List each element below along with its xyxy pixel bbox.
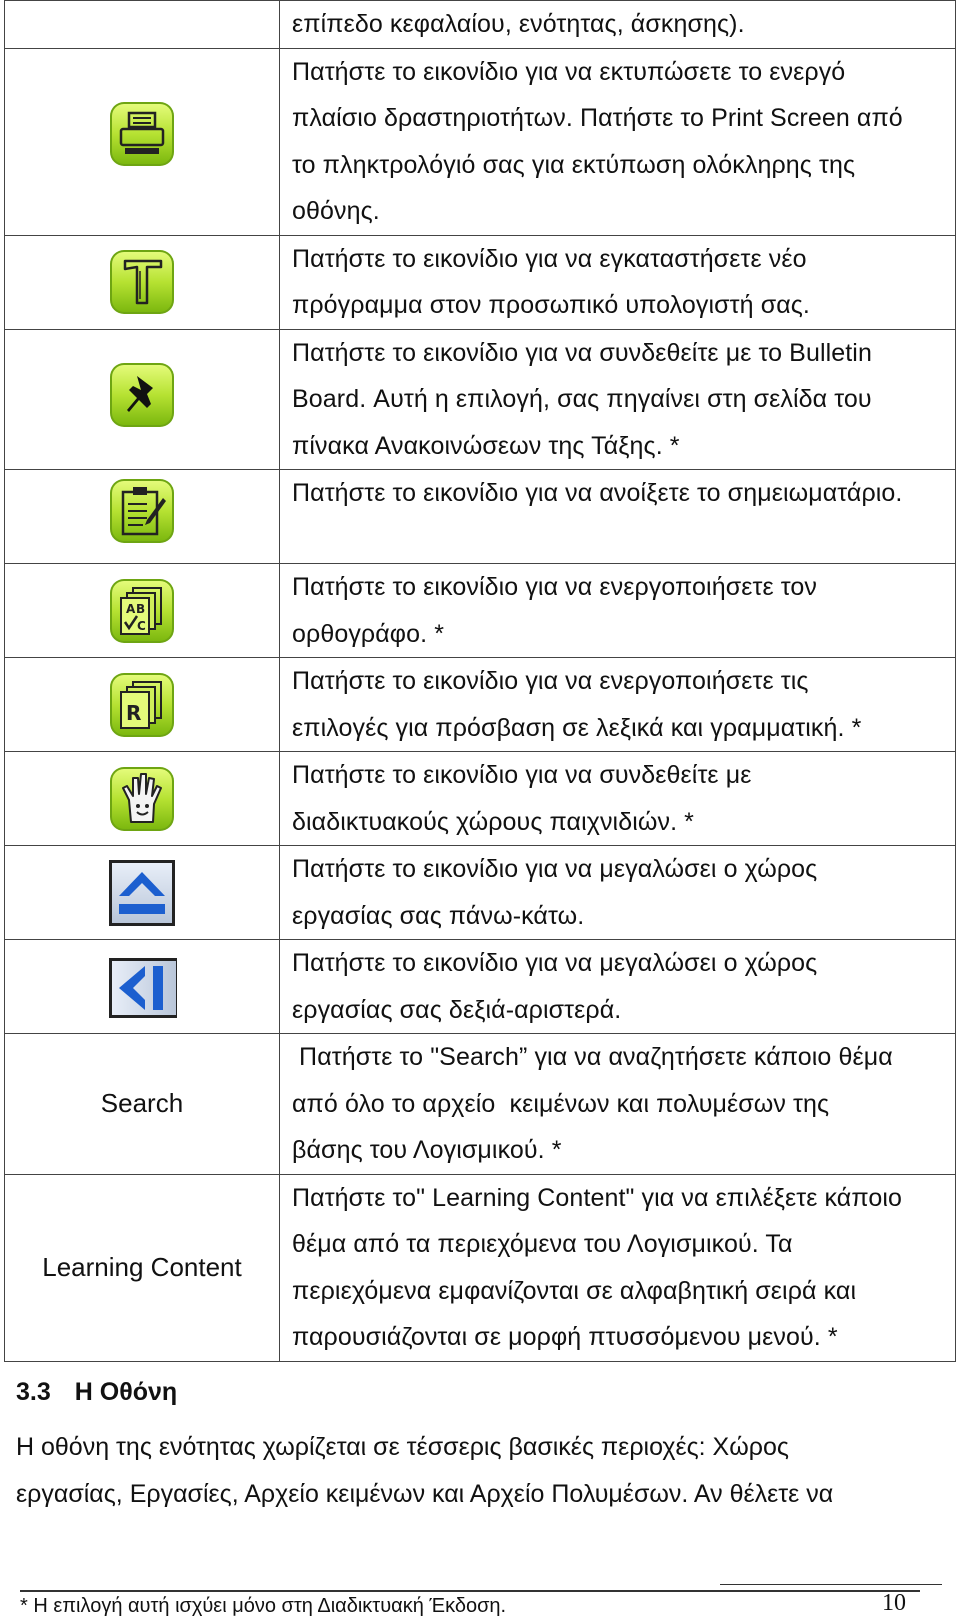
description-line: πλαίσιο δραστηριοτήτων. Πατήστε το Print Screen από [292,104,903,132]
icon-cell [5,329,280,470]
description-line: Πατήστε το εικονίδιο για να μεγαλώσει ο χώρος [292,855,818,883]
svg-text:R: R [126,700,142,725]
description-line: Πατήστε το εικονίδιο για να συνδεθείτε με [292,761,752,789]
paragraph-line: Η οθόνη της ενότητας χωρίζεται σε τέσσερις βασικές περιοχές: Χώρος [16,1433,789,1461]
description-line: πίνακα Ανακοινώσεων της Τάξης. * [292,431,680,460]
section-title: Η Οθόνη [74,1378,178,1406]
description-line: εργασίας σας πάνω-κάτω. [292,901,585,930]
description-line: Πατήστε το εικονίδιο για να εκτυπώσετε το ενεργό [292,57,846,86]
description-line: βάσης του Λογισμικού. * [292,1136,562,1164]
svg-text:A: A [126,601,136,616]
icon-cell [5,940,280,1034]
section-heading [16,1378,177,1407]
description-line: πρόγραμμα στον προσωπικό υπολογιστή σας. [292,291,810,319]
page-number: 10 [882,1590,906,1616]
icon-cell [5,48,280,235]
description-cell [280,1,956,49]
icon-cell [5,235,280,329]
icon-cell [5,470,280,564]
printer-icon[interactable] [107,99,177,169]
expand-vertical-icon[interactable] [107,858,177,928]
description-line: Board. Αυτή η επιλογή, σας πηγαίνει στη σελίδα του [292,385,872,413]
description-cell [280,846,956,940]
games-icon[interactable] [107,764,177,834]
table-row [5,564,956,658]
icon-cell [5,658,280,752]
table-row [5,1174,956,1361]
description-line: Πατήστε το "Search” για να αναζητήσετε κάποιο θέμα [292,1043,893,1071]
description-line: Πατήστε το εικονίδιο για να συνδεθείτε με το Bulletin [292,338,872,367]
description-line: εργασίας σας δεξιά-αριστερά. [292,995,622,1024]
table-row [5,658,956,752]
table-row [5,752,956,846]
empty-cell [5,1,280,49]
expand-horizontal-icon[interactable] [107,952,177,1022]
section-paragraph [16,1424,946,1517]
footnote: * Η επιλογή αυτή ισχύει μόνο στη Διαδικτυακή Έκδοση. [20,1590,920,1622]
description-line: Πατήστε το εικονίδιο για να ανοίξετε το σημειωματάριο. [292,479,903,507]
description-line: επίπεδο κεφαλαίου, ενότητας, άσκησης). [292,10,745,38]
table-row [5,846,956,940]
table-row [5,940,956,1034]
description-line: οθόνης. [292,197,380,225]
description-cell [280,329,956,470]
description-cell [280,470,956,564]
icon-cell [5,564,280,658]
description-line [292,517,945,564]
pushpin-icon[interactable] [107,360,177,430]
svg-text:C: C [137,618,146,633]
description-cell [280,235,956,329]
description-line: θέμα από τα περιεχόμενα του Λογισμικού. Τα [292,1230,793,1258]
description-cell [280,752,956,846]
description-line: Πατήστε το εικονίδιο για να μεγαλώσει ο χώρος [292,949,818,977]
description-cell [280,1174,956,1361]
svg-text:B: B [136,601,146,616]
description-cell [280,940,956,1034]
description-line: περιεχόμενα εμφανίζονται σε αλφαβητική σειρά και [292,1276,857,1305]
table-row [5,48,956,235]
feature-label: Learning Content [5,1174,280,1361]
notepad-icon[interactable] [107,476,177,546]
reference-icon[interactable] [107,670,177,740]
table-row [5,470,956,564]
table-row [5,235,956,329]
section-number: 3.3 [16,1378,51,1406]
icon-reference-table [4,0,956,1362]
description-line: Πατήστε το εικονίδιο για να ενεργοποιήσετε τις [292,667,809,695]
table-row [5,329,956,470]
spellcheck-icon[interactable] [107,576,177,646]
footnote-rule [720,1584,942,1585]
description-line: παρουσιάζονται σε μορφή πτυσσόμενου μενού. * [292,1323,838,1351]
table-row [5,1,956,49]
description-line: από όλο το αρχείο κειμένων και πολυμέσων της [292,1089,830,1118]
description-cell [280,658,956,752]
description-line: Πατήστε το εικονίδιο για να εγκαταστήσετε νέο [292,244,807,273]
description-line: το πληκτρολόγιό σας για εκτύπωση ολόκληρης της [292,150,856,179]
description-cell [280,564,956,658]
description-cell [280,1034,956,1175]
hammer-icon[interactable] [107,247,177,317]
description-line: ορθογράφο. * [292,619,445,648]
icon-cell [5,752,280,846]
icon-cell [5,846,280,940]
description-line: επιλογές για πρόσβαση σε λεξικά και γραμματική. * [292,713,862,742]
description-cell [280,48,956,235]
paragraph-line: εργασίας, Εργασίες, Αρχείο κειμένων και Αρχείο Πολυμέσων. Αν θέλετε να [16,1479,834,1508]
feature-label: Search [5,1034,280,1175]
description-line: Πατήστε το εικονίδιο για να ενεργοποιήσετε τον [292,573,817,601]
description-line: διαδικτυακούς χώρους παιχνιδιών. * [292,807,695,836]
table-row [5,1034,956,1175]
description-line: Πατήστε το" Learning Content" για να επιλέξετε κάποιο [292,1183,903,1212]
